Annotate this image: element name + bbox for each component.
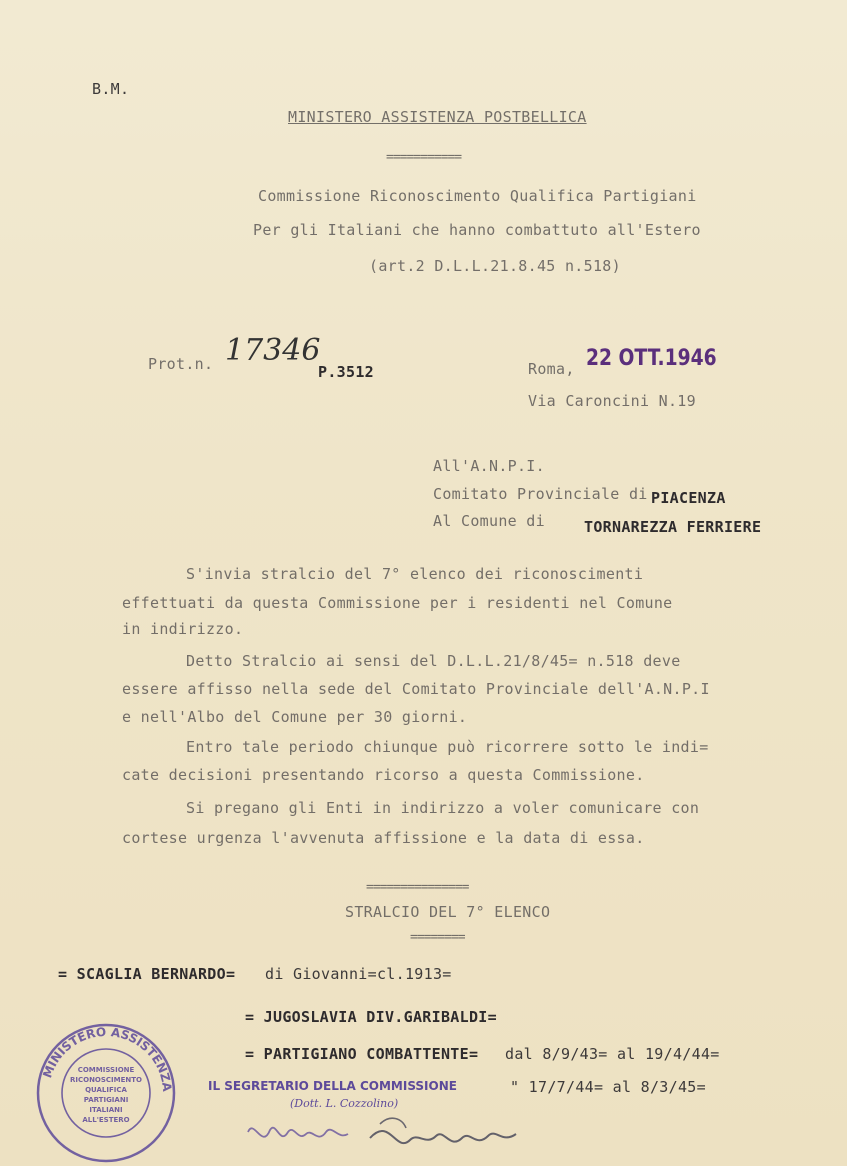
law-reference: (art.2 D.L.L.21.8.45 n.518) <box>369 257 621 275</box>
p-code: P.3512 <box>318 363 374 381</box>
extract-title: STRALCIO DEL 7° ELENCO <box>345 903 551 921</box>
seal-line-4: PARTIGIANI <box>83 1096 129 1104</box>
recipient-line-3-prefix: Al Comune di <box>433 512 545 530</box>
paragraph-4-line-1: Si pregano gli Enti in indirizzo a voler comunicare con <box>186 799 700 817</box>
entry-period-2: " 17/7/44= al 8/3/45= <box>510 1078 706 1096</box>
seal-line-3: QUALIFICA <box>85 1086 127 1094</box>
place: Roma, <box>528 360 575 378</box>
paragraph-2-line-1: Detto Stralcio ai sensi del D.L.L.21/8/45= n.518 deve <box>186 652 681 670</box>
prot-number: 17346 <box>225 333 321 368</box>
entry-name: = SCAGLIA BERNARDO= <box>58 965 236 983</box>
recipient-line-1: All'A.N.P.I. <box>433 457 545 475</box>
address: Via Caroncini N.19 <box>528 392 696 410</box>
date-stamp: 22 OTT.1946 <box>586 346 717 371</box>
commission-seal <box>35 1022 177 1164</box>
seal-line-6: ALL'ESTERO <box>82 1116 130 1124</box>
recipient-city: PIACENZA <box>651 489 726 507</box>
extract-rule-bottom: ======== <box>410 930 465 945</box>
recipient-line-2-prefix: Comitato Provinciale di <box>433 485 648 503</box>
paragraph-1-line-3: in indirizzo. <box>122 620 244 638</box>
entry-period-1: dal 8/9/43= al 19/4/44= <box>505 1045 720 1063</box>
commission-line-2: Per gli Italiani che hanno combattuto all'Estero <box>253 221 701 239</box>
paragraph-2-line-2: essere affisso nella sede del Comitato Provinciale dell'A.N.P.I <box>122 680 710 698</box>
entry-details: di Giovanni=cl.1913= <box>265 965 452 983</box>
paragraph-1-line-1: S'invia stralcio del 7° elenco dei riconoscimenti <box>186 565 644 583</box>
commission-line-1: Commissione Riconoscimento Qualifica Partigiani <box>258 187 697 205</box>
paragraph-3-line-1: Entro tale periodo chiunque può ricorrere sotto le indi= <box>186 738 709 756</box>
header-rule: =========== <box>386 150 462 165</box>
recipient-town: TORNAREZZA FERRIERE <box>584 518 762 536</box>
paragraph-3-line-2: cate decisioni presentando ricorso a questa Commissione. <box>122 766 645 784</box>
handwritten-signature <box>240 1110 530 1162</box>
paragraph-2-line-3: e nell'Albo del Comune per 30 giorni. <box>122 708 468 726</box>
seal-line-2: RICONOSCIMENTO <box>69 1076 143 1084</box>
entry-unit: = JUGOSLAVIA DIV.GARIBALDI= <box>245 1008 497 1026</box>
secretary-title: IL SEGRETARIO DELLA COMMISSIONE <box>208 1079 457 1093</box>
seal-outer-text: MINISTERO ASSISTENZA <box>40 1024 175 1093</box>
seal-line-1: COMMISSIONE <box>77 1066 135 1074</box>
seal-line-5: ITALIANI <box>89 1106 123 1114</box>
extract-rule-top: =============== <box>366 880 469 895</box>
paragraph-4-line-2: cortese urgenza l'avvenuta affissione e la data di essa. <box>122 829 645 847</box>
ministry-title: MINISTERO ASSISTENZA POSTBELLICA <box>288 108 587 126</box>
prot-label: Prot.n. <box>148 355 214 373</box>
paragraph-1-line-2: effettuati da questa Commissione per i residenti nel Comune <box>122 594 673 612</box>
initials: B.M. <box>92 80 130 98</box>
entry-qualifica: = PARTIGIANO COMBATTENTE= <box>245 1045 479 1063</box>
secretary-name: (Dott. L. Cozzolino) <box>290 1097 399 1110</box>
